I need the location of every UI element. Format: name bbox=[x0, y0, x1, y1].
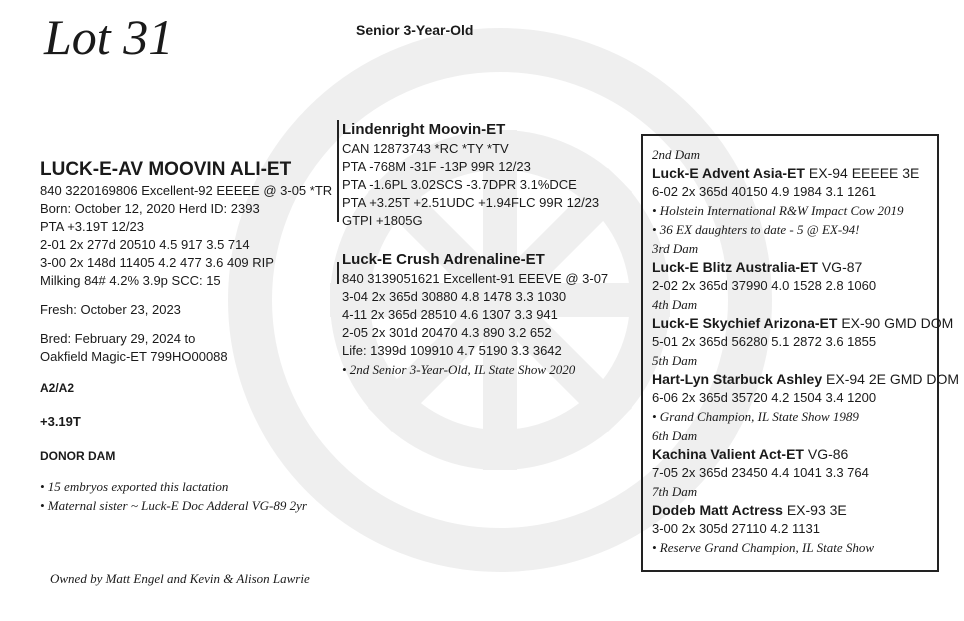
dam-line: 4-11 2x 365d 28510 4.6 1307 3.3 941 bbox=[342, 307, 558, 322]
family-dam-note: • 36 EX daughters to date - 5 @ EX-94! bbox=[652, 222, 860, 237]
family-dam-record: 2-02 2x 365d 37990 4.0 1528 2.8 1060 bbox=[652, 278, 877, 293]
sire-name: Lindenright Moovin-ET bbox=[342, 121, 506, 138]
donor-dam-label: DONOR DAM bbox=[40, 449, 116, 463]
dam-line: 840 3139051621 Excellent-91 EEEVE @ 3-07 bbox=[342, 271, 609, 286]
cow-fresh: Fresh: October 23, 2023 bbox=[40, 302, 181, 317]
family-dam-note: • Grand Champion, IL State Show 1989 bbox=[652, 409, 859, 424]
dam-generation-label: 5th Dam bbox=[652, 353, 698, 368]
dam-generation-label: 4th Dam bbox=[652, 297, 698, 312]
family-dam-name: Luck-E Advent Asia-ET bbox=[652, 165, 805, 181]
pedigree-section bbox=[342, 120, 627, 379]
sire-line: PTA -1.6PL 3.02SCS -3.7DPR 3.1%DCE bbox=[342, 177, 577, 192]
dam-generation-label: 3rd Dam bbox=[652, 241, 699, 256]
family-dam-score: EX-94 2E GMD DOM bbox=[826, 371, 960, 387]
maternal-family-box bbox=[641, 134, 960, 572]
dam-line: 3-04 2x 365d 30880 4.8 1478 3.3 1030 bbox=[342, 289, 567, 304]
cow-milking: Milking 84# 4.2% 3.9p SCC: 15 bbox=[40, 273, 221, 288]
cow-pta-t: +3.19T bbox=[40, 414, 81, 429]
sire-line: PTA -768M -31F -13P 99R 12/23 bbox=[342, 159, 531, 174]
cow-id-line: 840 3220169806 Excellent-92 EEEEE @ 3-05 *TR bbox=[40, 183, 333, 198]
dam-generation-label: 7th Dam bbox=[652, 484, 698, 499]
cow-born-line: Born: October 12, 2020 Herd ID: 2393 bbox=[40, 201, 260, 216]
dam-line: 2-05 2x 301d 20470 4.3 890 3.2 652 bbox=[342, 325, 552, 340]
family-entry bbox=[652, 482, 934, 557]
family-dam-record: 6-06 2x 365d 35720 4.2 1504 3.4 1200 bbox=[652, 390, 877, 405]
cow-record: 2-01 2x 277d 20510 4.5 917 3.5 714 bbox=[40, 237, 250, 252]
cow-bred: Bred: February 29, 2024 to bbox=[40, 331, 196, 346]
class-heading: Senior 3-Year-Old bbox=[356, 22, 474, 38]
dam-name: Luck-E Crush Adrenaline-ET bbox=[342, 251, 545, 268]
family-dam-name: Dodeb Matt Actress bbox=[652, 502, 783, 518]
family-dam-record: 7-05 2x 365d 23450 4.4 1041 3.3 764 bbox=[652, 465, 869, 480]
family-entry bbox=[652, 145, 934, 239]
family-entry bbox=[652, 426, 934, 482]
family-dam-record: 5-01 2x 365d 56280 5.1 2872 3.6 1855 bbox=[652, 334, 877, 349]
family-entry bbox=[652, 295, 954, 351]
dam-generation-label: 2nd Dam bbox=[652, 147, 701, 162]
family-dam-score: EX-94 EEEEE 3E bbox=[808, 165, 920, 181]
family-dam-score: VG-86 bbox=[807, 446, 849, 462]
cow-note: • 15 embryos exported this lactation bbox=[40, 479, 229, 494]
family-dam-name: Kachina Valient Act-ET bbox=[652, 446, 804, 462]
cow-bred-sire: Oakfield Magic-ET 799HO00088 bbox=[40, 349, 228, 364]
cow-name: LUCK-E-AV MOOVIN ALI-ET bbox=[40, 159, 292, 180]
owner-line: Owned by Matt Engel and Kevin & Alison Lawrie bbox=[50, 571, 310, 586]
cow-a2: A2/A2 bbox=[40, 381, 75, 395]
dam-divider bbox=[337, 262, 339, 284]
family-dam-name: Luck-E Blitz Australia-ET bbox=[652, 259, 818, 275]
family-dam-name: Luck-E Skychief Arizona-ET bbox=[652, 315, 838, 331]
dam-note: • 2nd Senior 3-Year-Old, IL State Show 2020 bbox=[342, 362, 576, 377]
cow-record: 3-00 2x 148d 11405 4.2 477 3.6 409 RIP bbox=[40, 255, 274, 270]
sire-divider bbox=[337, 120, 339, 222]
family-dam-name: Hart-Lyn Starbuck Ashley bbox=[652, 371, 823, 387]
family-entry bbox=[652, 351, 960, 426]
lot-number: Lot 31 bbox=[44, 9, 174, 65]
family-dam-score: EX-90 GMD DOM bbox=[841, 315, 954, 331]
sire-line: CAN 12873743 *RC *TY *TV bbox=[342, 141, 509, 156]
dam-line: Life: 1399d 109910 4.7 5190 3.3 3642 bbox=[342, 343, 562, 358]
family-dam-record: 3-00 2x 305d 27110 4.2 1131 bbox=[652, 521, 820, 536]
dam-generation-label: 6th Dam bbox=[652, 428, 698, 443]
family-entry bbox=[652, 239, 934, 295]
sire-line: PTA +3.25T +2.51UDC +1.94FLC 99R 12/23 bbox=[342, 195, 600, 210]
cow-note: • Maternal sister ~ Luck-E Doc Adderal VG-89 2yr bbox=[40, 498, 307, 513]
sire-line: GTPI +1805G bbox=[342, 213, 423, 228]
family-dam-note: • Reserve Grand Champion, IL State Show bbox=[652, 540, 875, 555]
cow-section bbox=[40, 158, 333, 515]
cow-pta-line: PTA +3.19T 12/23 bbox=[40, 219, 144, 234]
family-dam-record: 6-02 2x 365d 40150 4.9 1984 3.1 1261 bbox=[652, 184, 877, 199]
family-dam-score: VG-87 bbox=[821, 259, 863, 275]
family-dam-score: EX-93 3E bbox=[786, 502, 847, 518]
family-dam-note: • Holstein International R&W Impact Cow 2019 bbox=[652, 203, 904, 218]
